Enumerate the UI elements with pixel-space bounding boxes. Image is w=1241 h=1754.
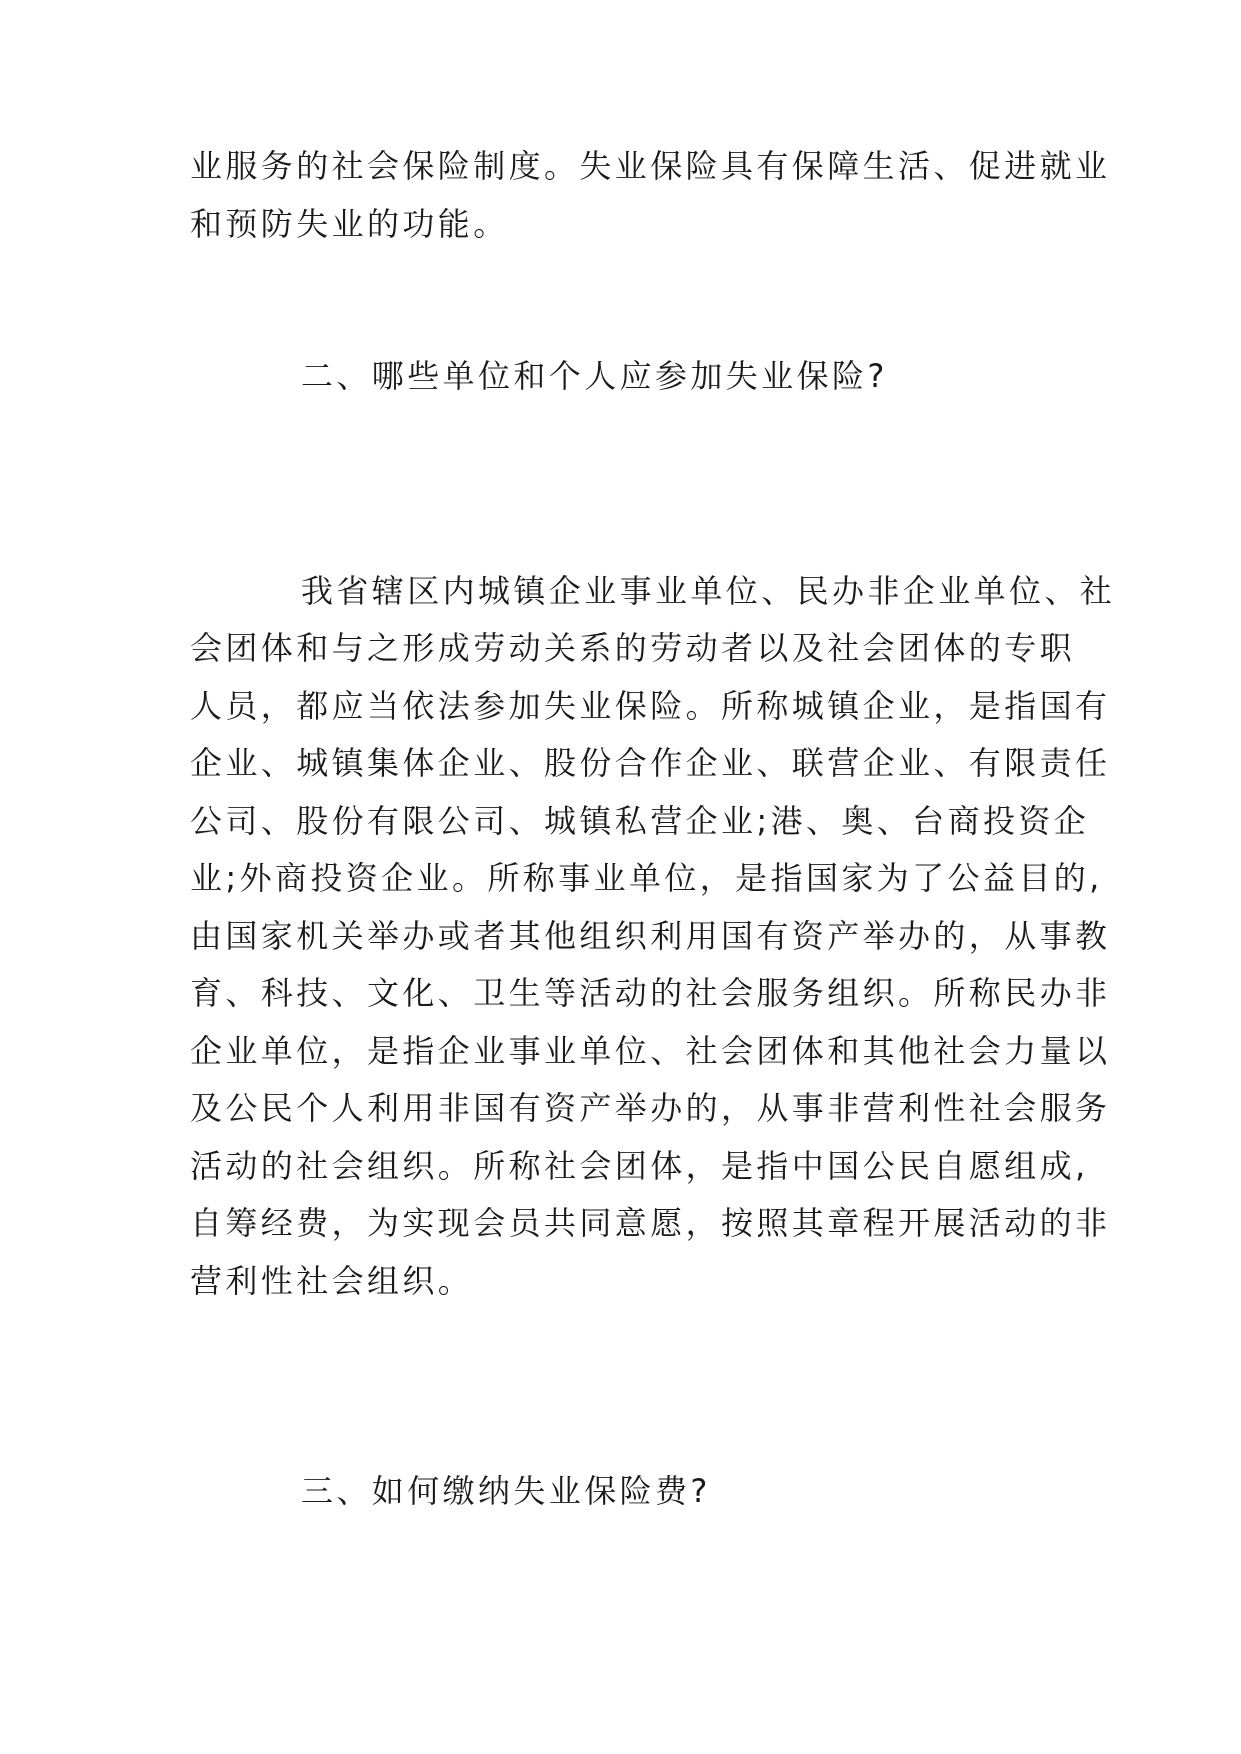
intro-line-2: 和预防失业的功能。 [190, 205, 509, 243]
section-2-line-7: 由国家机关举办或者其他组织利用国有资产举办的，从事教 [190, 917, 1111, 955]
section-2-line-11: 活动的社会组织。所称社会团体，是指中国公民自愿组成, [190, 1147, 1089, 1185]
section-2-line-12: 自筹经费，为实现会员共同意愿，按照其章程开展活动的非 [190, 1204, 1111, 1242]
section-2-line-6: 业;外商投资企业。所称事业单位，是指国家为了公益目的, [190, 859, 1103, 897]
section-2-line-9: 企业单位，是指企业事业单位、社会团体和其他社会力量以 [190, 1032, 1111, 1070]
intro-line-1: 业服务的社会保险制度。失业保险具有保障生活、促进就业 [190, 147, 1111, 185]
section-3-heading: 三、如何缴纳失业保险费? [301, 1472, 711, 1510]
section-2-line-8: 育、科技、文化、卫生等活动的社会服务组织。所称民办非 [190, 974, 1111, 1012]
section-2-line-5: 公司、股份有限公司、城镇私营企业;港、奥、台商投资企 [190, 802, 1090, 840]
section-2-line-2: 会团体和与之形成劳动关系的劳动者以及社会团体的专职 [190, 629, 1076, 667]
section-2-line-10: 及公民个人利用非国有资产举办的，从事非营利性社会服务 [190, 1089, 1111, 1127]
section-2-line-13: 营利性社会组织。 [190, 1262, 474, 1300]
section-2-line-3: 人员，都应当依法参加失业保险。所称城镇企业，是指国有 [190, 687, 1111, 725]
section-2-heading: 二、哪些单位和个人应参加失业保险? [301, 357, 888, 395]
section-2-line-1: 我省辖区内城镇企业事业单位、民办非企业单位、社 [301, 572, 1116, 610]
section-2-line-4: 企业、城镇集体企业、股份合作企业、联营企业、有限责任 [190, 744, 1111, 782]
